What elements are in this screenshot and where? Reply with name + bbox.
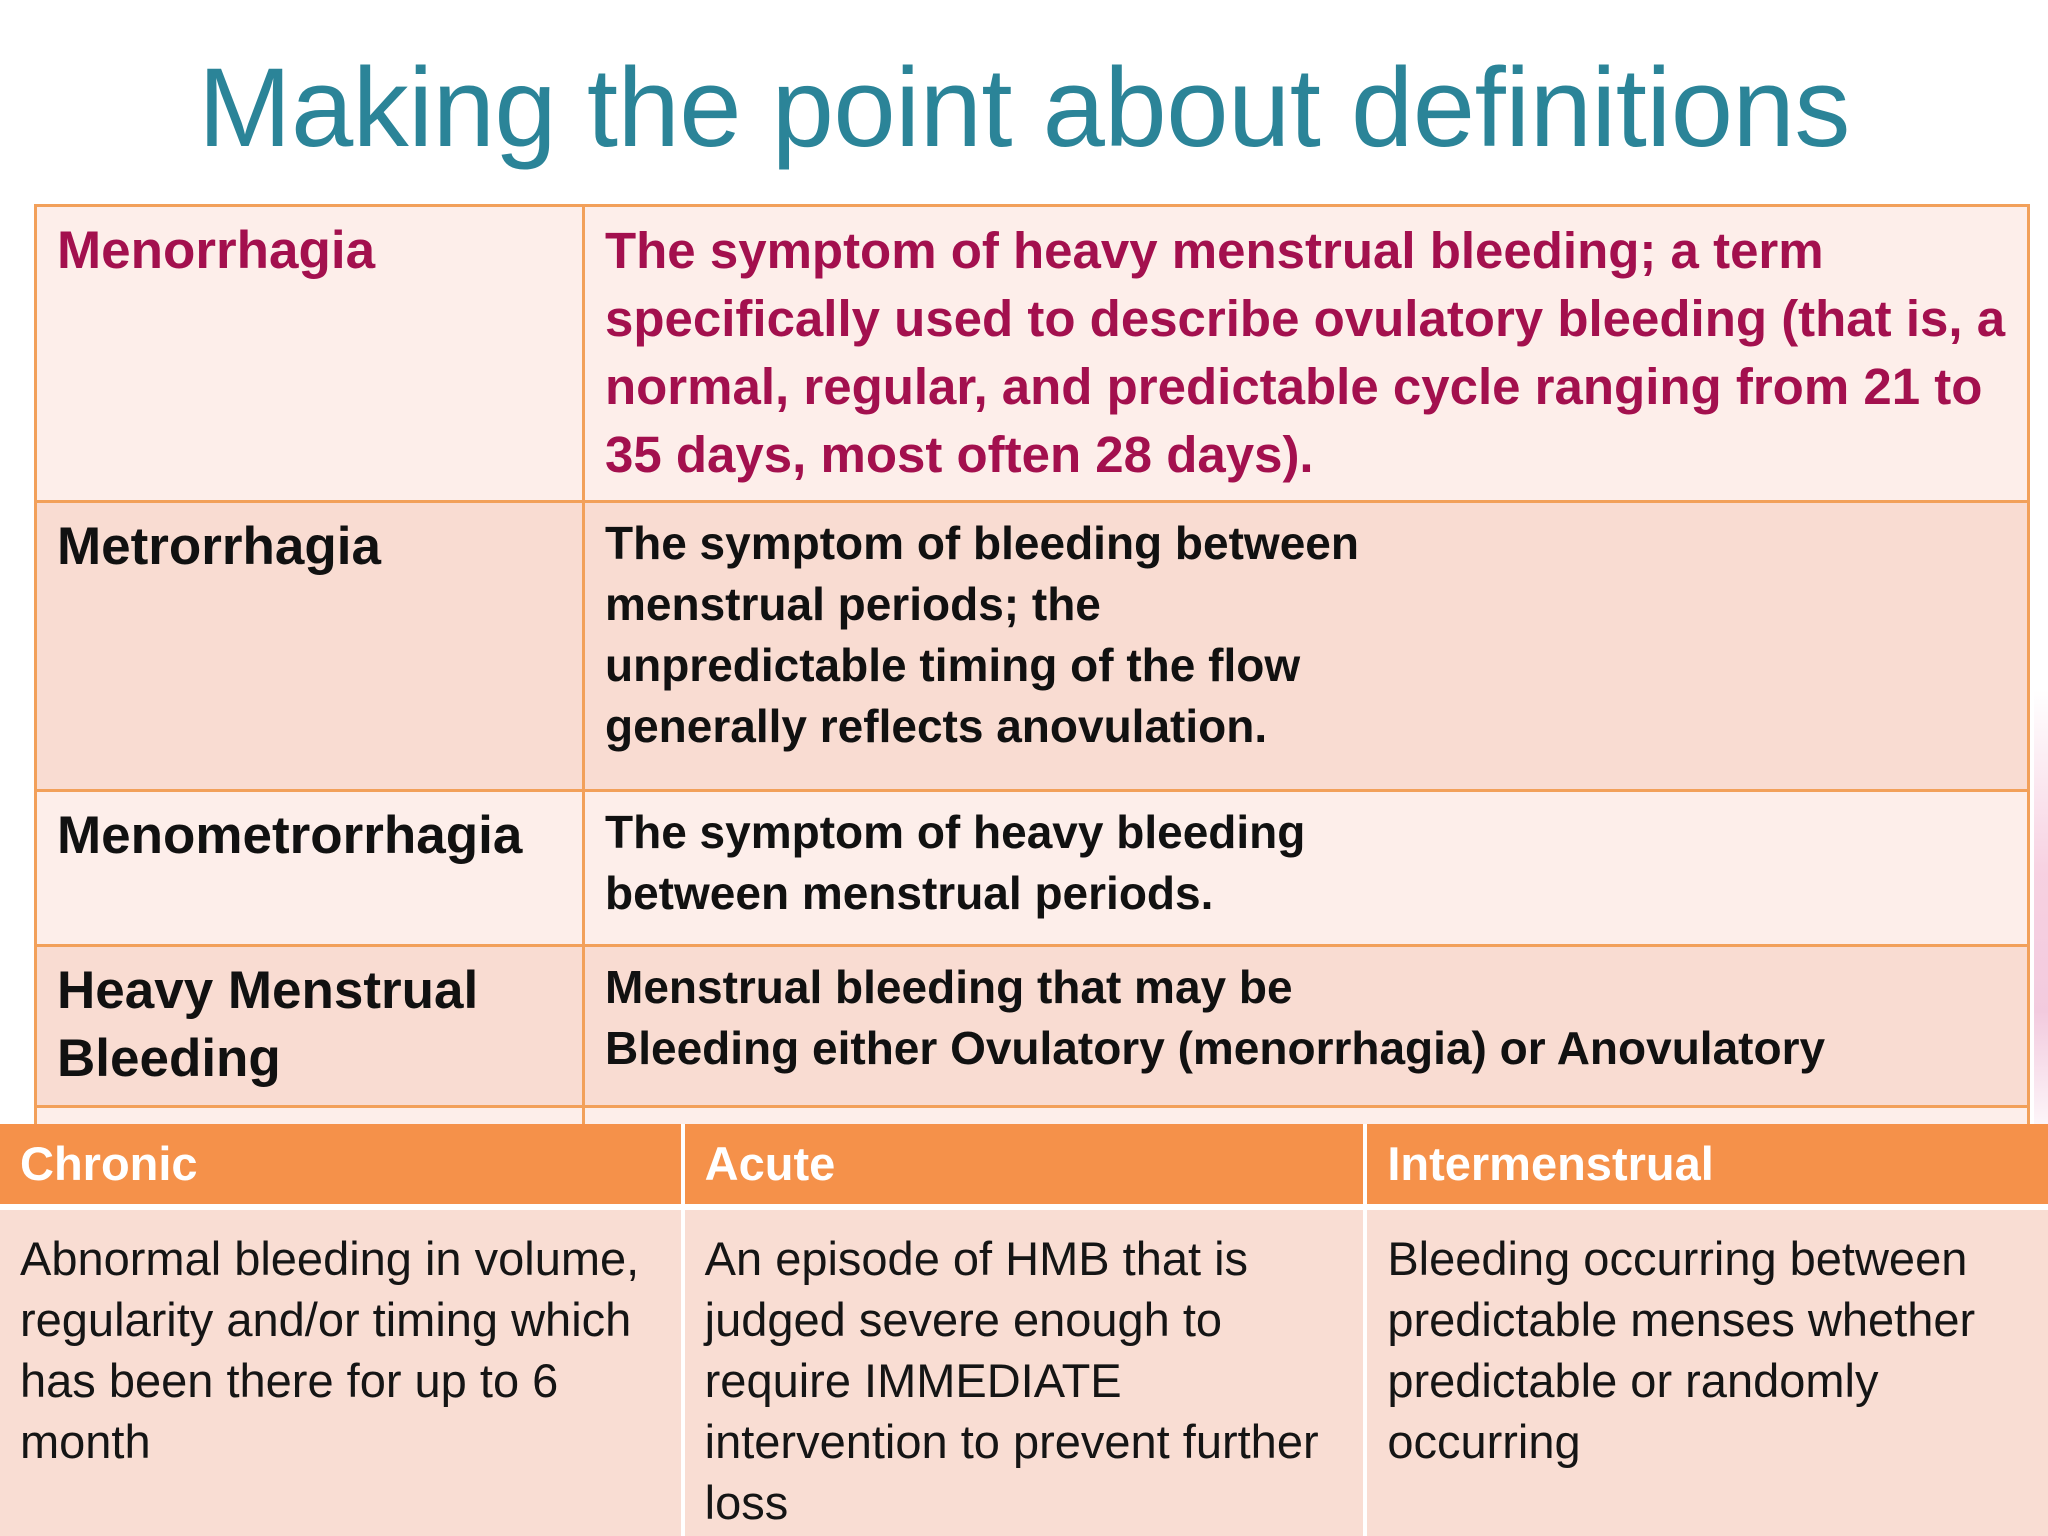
acute-description: An episode of HMB that is judged severe enough to require IMMEDIATE intervention to prevent further loss [683, 1207, 1366, 1536]
definition-cell: The symptom of heavy menstrual bleeding; a term specifically used to describe ovulatory bleeding (that is, a normal, regular, and predictable cycle ranging from 21 to 35 days, most often 28 days). [584, 206, 2029, 502]
description-row [0, 1207, 2048, 1536]
term-cell: Metrorrhagia [36, 502, 584, 791]
header-acute: Acute [683, 1124, 1366, 1207]
term-cell: Menometrorrhagia [36, 791, 584, 946]
term-cell: Menorrhagia [36, 206, 584, 502]
intermenstrual-description: Bleeding occurring between predictable menses whether predictable or randomly occurring [1365, 1207, 2048, 1536]
definition-line: Menstrual bleeding that may be [605, 961, 1293, 1013]
definition-line: menstrual periods; the [605, 578, 1101, 630]
table-row [36, 791, 2029, 946]
decorative-edge [2034, 690, 2048, 1150]
table-row [36, 946, 2029, 1107]
definition-cell [584, 946, 2029, 1107]
definition-line: unpredictable timing of the flow [605, 639, 1301, 691]
definition-line: Bleeding either Ovulatory (menorrhagia) or Anovulatory [605, 1022, 1826, 1074]
chronic-description: Abnormal bleeding in volume, regularity and/or timing which has been there for up to 6 month [0, 1207, 683, 1536]
header-intermenstrual: Intermenstrual [1365, 1124, 2048, 1207]
term-cell: Heavy Menstrual Bleeding [36, 946, 584, 1107]
definition-line: between menstrual periods. [605, 867, 1214, 919]
header-chronic: Chronic [0, 1124, 683, 1207]
definitions-table [34, 204, 2030, 1161]
definition-line: The symptom of bleeding between [605, 517, 1359, 569]
table-row [36, 502, 2029, 791]
table-row [36, 206, 2029, 502]
header-row [0, 1124, 2048, 1207]
definition-cell [584, 791, 2029, 946]
slide-title: Making the point about definitions [198, 45, 1850, 170]
definition-line: generally reflects anovulation. [605, 700, 1268, 752]
bleeding-categories-table [0, 1124, 2048, 1536]
definition-cell [584, 502, 2029, 791]
definition-line: The symptom of heavy bleeding [605, 806, 1306, 858]
